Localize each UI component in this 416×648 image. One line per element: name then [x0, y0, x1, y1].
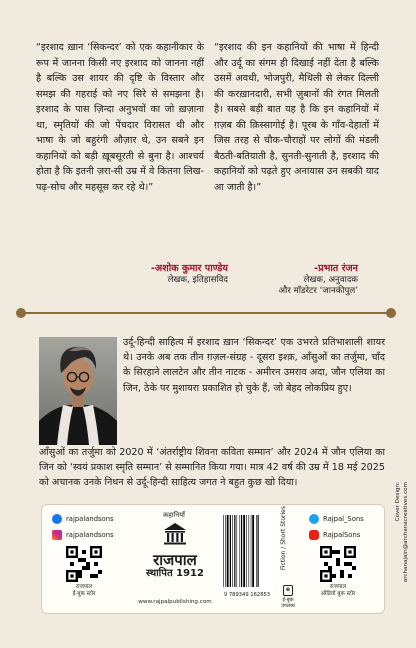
book-genre-label: Fiction / Short Stories	[280, 506, 287, 571]
barcode-bar	[230, 515, 231, 587]
social-facebook-label: rajpalandsons	[66, 515, 114, 523]
ebook-icon: e	[283, 585, 293, 596]
quote-ashok-role: लेखक, इतिहासविद	[167, 275, 228, 285]
social-facebook[interactable]	[52, 514, 114, 524]
barcode-bar	[232, 515, 233, 587]
book-genre	[278, 506, 294, 576]
barcode-bar	[227, 515, 229, 587]
youtube-icon	[309, 530, 319, 540]
instagram-icon	[52, 530, 62, 540]
cover-design-email: archanajain@archanacreatives.com	[403, 482, 409, 583]
publisher-established: स्थापित 1912	[146, 568, 204, 579]
separator-line	[20, 312, 390, 314]
social-instagram-label: rajpalandsons	[66, 531, 114, 539]
quote-ashok-attribution	[36, 262, 228, 286]
quote-prabhat-author: -प्रभात रंजन	[314, 263, 358, 274]
social-twitter-label: Rajpal_Sons	[323, 515, 364, 523]
ebook-store-qr-code[interactable]	[66, 546, 102, 582]
barcode-bar	[240, 515, 241, 587]
separator-dot-right	[386, 308, 396, 318]
barcode-bar	[225, 515, 226, 587]
isbn-number: 9 789349 162853	[223, 592, 271, 598]
ebook-store-caption: राजपाल ई-बुक स्टोर	[72, 584, 96, 597]
author-bio-top: उर्दू-हिन्दी साहित्य में इरशाद ख़ान ‘सिकन्दर’ एक उभरते प्रतिभाशाली शायर थे। उनके अब तक तीन ग़ज़ल-संग्रह - दूसरा इश्क़, आँसुओं का तर्जुमा, चाँद के सिरहाने लालटेन और तीन नाटक - अमीरन उमराव अदा, जौन एलिया का जिन, ठेके पर मुशायरा प्रकाशित हो चुके हैं, जो बेहद लोकप्रिय हुए।	[123, 337, 385, 394]
quote-prabhat-role-2: और मॉडरेटर ‘जानकीपुल’	[278, 286, 358, 296]
publisher-logo	[143, 522, 207, 580]
twitter-icon	[309, 514, 319, 524]
barcode-bar	[252, 515, 254, 587]
ebook-available-badge	[277, 585, 299, 609]
ebook-available-label: ई-बुक उपलब्ध	[281, 597, 295, 609]
social-twitter[interactable]	[309, 514, 364, 524]
facebook-icon	[52, 514, 62, 524]
barcode-bar	[256, 515, 257, 587]
audiobook-store-caption: राजपाल ऑडियो बुक स्टोर	[320, 584, 356, 597]
barcode-bar	[249, 515, 250, 587]
barcode-bar	[234, 515, 235, 587]
social-youtube-label: RajpalSons	[323, 531, 361, 539]
author-bio-bottom: आँसुओं का तर्जुमा को 2020 में ‘अंतर्राष्ट्रीय शिवना कविता सम्मान’ और 2024 में जौन एलिया का जिन को ‘स्वयं प्रकाश स्मृति सम्मान’ से सम्मानित किया गया। मात्र 42 वर्ष की उम्र में 18 मई 2025 को अचानक उनके निधन से उर्दू-हिन्दी साहित्य जगत ने बहुत कुछ खो दिया।	[39, 447, 385, 489]
quote-ashok-author: -अशोक कुमार पाण्डेय	[150, 263, 228, 274]
barcode-bar	[223, 515, 224, 587]
publisher-temple-icon	[162, 522, 188, 546]
audiobook-store-qr-code[interactable]	[320, 546, 356, 582]
social-instagram[interactable]	[52, 530, 114, 540]
cover-design-credit	[394, 482, 414, 642]
barcode-bar	[258, 515, 259, 587]
author-photo	[39, 337, 117, 445]
publisher-website[interactable]: www.rajpalpublishing.com	[138, 599, 212, 605]
book-category: कहानियाँ	[163, 511, 185, 519]
publisher-name: राजपाल	[153, 551, 197, 569]
barcode-bar	[243, 515, 245, 587]
quote-prabhat-role-1: लेखक, अनुवादक	[303, 275, 358, 285]
social-youtube[interactable]	[309, 530, 360, 540]
barcode-bar	[241, 515, 242, 587]
quote-prabhat-text: “इरशाद की इन कहानियों की भाषा में हिन्दी और उर्दू का संगम ही दिखाई नहीं देता है बल्कि उसमें अवधी, भोजपुरी, मैथिली से लेकर दिल्ली की करख़ानदारी, सभी ज़ुबानों की रंगत मिलती है। सबसे बड़ी बात यह है कि इन कहानियों में ग़ज़ब की क़िस्सागोई है। पूरब के गाँव-देहातों में जिस तरह से चौक-चौराहों पर लोगों की मंडली बैठती-बतियाती है, सुनती-सुनाती है, इरशाद की कहानियों को पढ़ते हुए अनायास उन सबकी याद आ जाती है।”	[214, 42, 379, 193]
barcode-bar	[246, 515, 247, 587]
barcode-bar	[237, 515, 238, 587]
quote-ashok-text: “इरशाद ख़ान ‘सिकन्दर’ को एक कहानीकार के रूप में जानना किसी नए इरशाद को जानना नहीं है बल्कि उस शायर की दृष्टि के विस्तार और समझ की गहराई को नए सिरे से समझना है। इरशाद के पास ज़िन्दा अनुभवों का जो ख़ज़ाना था, स्मृतियों की जो पेंचदार विरासत थी और भाषा के जो बहुरंगी औज़ार थे, उन सबने इन कहानियों को बड़ी ख़ूबसूरती से बुना है। आश्चर्य होता है कि इतनी ज़रा-सी उम्र में वे कितना लिख-पढ़-सोच और महसूस कर रहे थे।”	[36, 42, 204, 193]
barcode-bar	[251, 515, 252, 587]
quote-prabhat-attribution	[214, 262, 358, 297]
isbn-barcode	[220, 512, 274, 590]
cover-design-label: Cover Design:	[395, 482, 401, 522]
